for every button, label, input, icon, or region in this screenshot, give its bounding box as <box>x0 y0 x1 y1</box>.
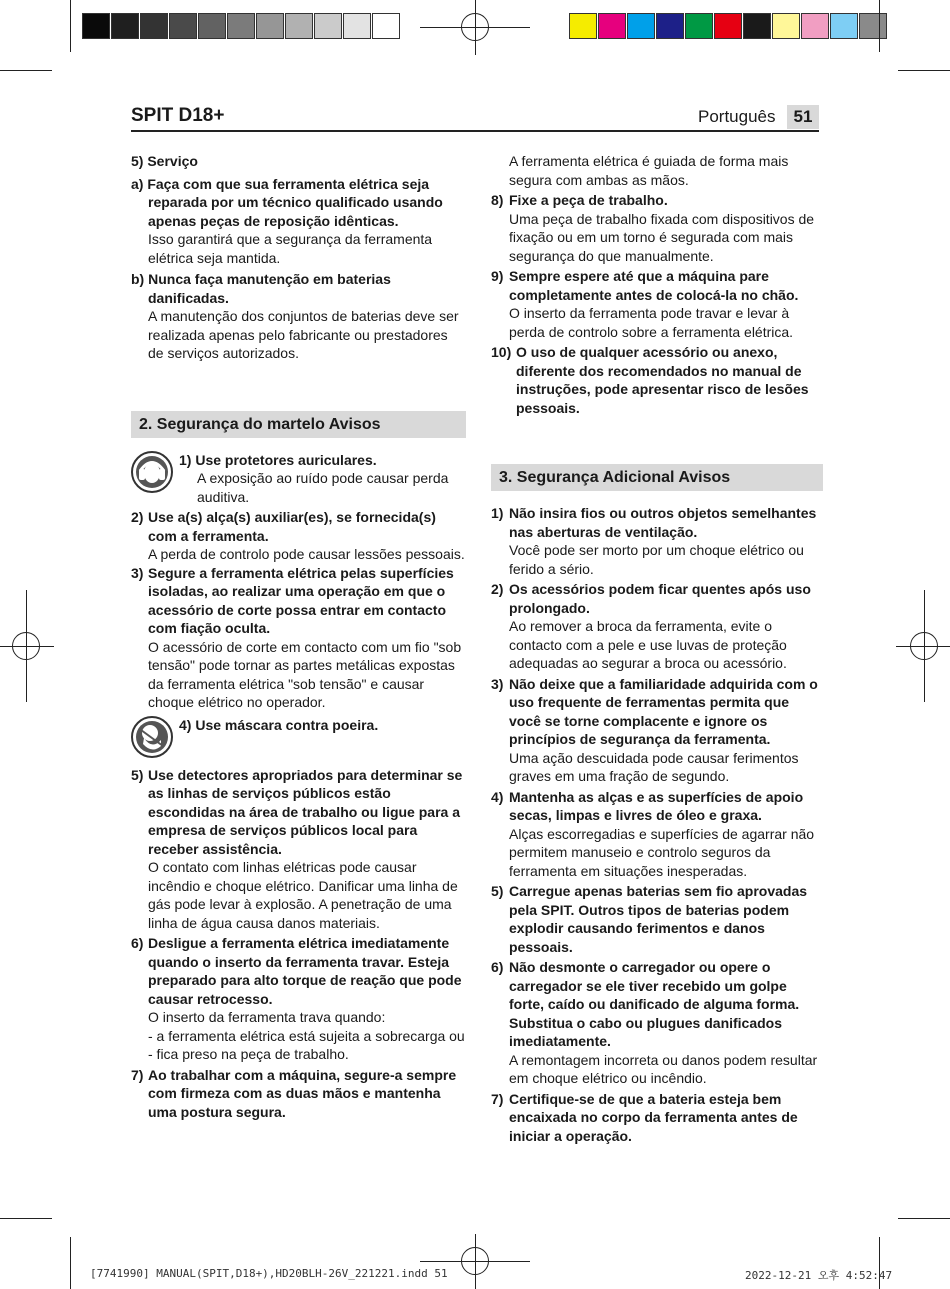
color-swatch <box>859 13 887 39</box>
color-swatch <box>198 13 226 39</box>
list-item: 4) Mantenha as alças e as superfícies de apoio secas, limpas e livres de óleo e graxa. Alças escorregadias e superfícies de agarrar não permitem manuseio e controlo seguros da ferramenta em situações inesperadas. <box>491 788 815 879</box>
crop-mark <box>879 0 880 52</box>
color-swatch <box>256 13 284 39</box>
color-swatch <box>169 13 197 39</box>
color-swatch <box>685 13 713 39</box>
list-item: 3) Não deixe que a familiaridade adquirida com o uso frequente de ferramentas permita que você se torne complacente e ignore os princípios de segurança da ferramenta. Uma ação descuidada pode causar ferimentos graves em uma fração de segundo. <box>491 675 818 784</box>
list-item: 10) O uso de qualquer acessório ou anexo, diferente dos recomendados no manual de instruções, pode apresentar risco de lesões pessoais. <box>491 344 809 416</box>
list-item: 6) Desligue a ferramenta elétrica imediatamente quando o inserto da ferramenta travar. Esteja preparado para alto torque de reação que pode causar retrocesso. O inserto da ferramenta trava quando: - a ferramenta elétrica está sujeita a sobrecarga ou - fica preso na peça de trabalho. <box>131 935 465 1062</box>
color-swatch-strip <box>569 13 888 41</box>
color-swatch <box>314 13 342 39</box>
service-item-b-text: A manutenção dos conjuntos de baterias deve ser realizada apenas pelo fabricante ou prestadores de serviços autorizados. <box>148 308 459 361</box>
language-label: Português <box>698 107 776 126</box>
list-item: 5) Use detectores apropriados para determinar se as linhas de serviços públicos estão escondidas na área de trabalho ou ligue para a empresa de serviços públicos local para receber assistência. O contato com linhas elétricas pode causar incêndio e choque elétrico. Danificar uma linha de gás pode levar à explosão. A penetração de uma linha de água causa danos materiais. <box>131 766 463 931</box>
color-swatch <box>111 13 139 39</box>
list-item: 9) Sempre espere até que a máquina pare completamente antes de colocá-la no chão. O inserto da ferramenta pode travar e levar à perda de controlo sobre a ferramenta elétrica. <box>491 268 799 340</box>
ear-protection-icon <box>131 451 173 493</box>
dust-mask-icon <box>131 716 173 758</box>
color-swatch <box>714 13 742 39</box>
service-item-a-text: Isso garantirá que a segurança da ferramenta elétrica seja mantida. <box>148 231 433 266</box>
service-item-b: b) Nunca faça manutenção em baterias danificadas. <box>131 271 391 306</box>
list-item: 1) Não insira fios ou outros objetos semelhantes nas aberturas de ventilação. Você pode ser morto por um choque elétrico ou ferido a sério. <box>491 505 817 577</box>
color-swatch <box>656 13 684 39</box>
list-item: 2) Use a(s) alça(s) auxiliar(es), se fornecida(s) com a ferramenta. A perda de controlo pode causar lessões pessoais. <box>131 509 465 562</box>
color-swatch <box>82 13 110 39</box>
color-swatch <box>627 13 655 39</box>
footer-timestamp: 2022-12-21 오후 4:52:47 <box>745 1269 893 1282</box>
continued-text: A ferramenta elétrica é guiada de forma mais segura com ambas as mãos. <box>509 153 789 188</box>
brand-title: SPIT D18+ <box>131 105 225 126</box>
right-column <box>491 152 823 1145</box>
list-item: 6) Não desmonte o carregador ou opere o carregador se ele tiver recebido um golpe forte, caído ou danificado de alguma forma. Substitua o cabo ou plugues danificados imediatamente. A remontagem incorreta ou danos podem resultar em choque elétrico ou incêndio. <box>491 959 818 1086</box>
crop-mark <box>0 1218 52 1219</box>
service-item-a: a) Faça com que sua ferramenta elétrica seja reparada por um técnico qualificado usando apenas peças de reposição idênticas. <box>131 175 443 229</box>
color-swatch <box>569 13 597 39</box>
color-swatch <box>227 13 255 39</box>
header-rule <box>131 130 819 132</box>
list-item: 8) Fixe a peça de trabalho. Uma peça de trabalho fixada com dispositivos de fixação ou em um torno é segurada com mais segurança do que manualmente. <box>491 192 815 264</box>
gray-swatch-strip <box>82 13 401 41</box>
list-item: 7) Certifique-se de que a bateria esteja bem encaixada no corpo da ferramenta antes de iniciar a operação. <box>491 1090 798 1144</box>
crop-mark <box>70 0 71 52</box>
color-swatch <box>830 13 858 39</box>
section-2-heading: 2. Segurança do martelo Avisos <box>131 411 466 438</box>
service-heading: 5) Serviço <box>131 153 198 169</box>
left-column <box>131 152 466 1121</box>
crop-mark <box>898 70 950 71</box>
page-number: 51 <box>787 105 819 129</box>
list-item: 4) Use máscara contra poeira. <box>131 716 466 764</box>
color-swatch <box>598 13 626 39</box>
section-3-heading: 3. Segurança Adicional Avisos <box>491 464 823 491</box>
footer-file-info: [7741990] MANUAL(SPIT,D18+),HD20BLH-26V_221221.indd 51 <box>90 1267 448 1280</box>
color-swatch <box>801 13 829 39</box>
color-swatch <box>285 13 313 39</box>
color-swatch <box>772 13 800 39</box>
crop-mark <box>0 70 52 71</box>
crop-mark <box>70 1237 71 1289</box>
color-swatch <box>140 13 168 39</box>
list-item: 7) Ao trabalhar com a máquina, segure-a sempre com firmeza com as duas mãos e mantenha uma postura segura. <box>131 1066 457 1120</box>
list-item: 3) Segure a ferramenta elétrica pelas superfícies isoladas, ao realizar uma operação em que o acessório de corte possa entrar em contacto com fiação oculta. O acessório de corte em contacto com um fio "sob tensão" pode tornar as partes metálicas expostas da ferramenta elétrica "sob tensão" e causar choque elétrico no operador. <box>131 564 462 710</box>
list-item: 5) Carregue apenas baterias sem fio aprovadas pela SPIT. Outros tipos de baterias podem explodir causando ferimentos e danos pessoais. <box>491 883 808 955</box>
crop-mark <box>898 1218 950 1219</box>
color-swatch <box>343 13 371 39</box>
color-swatch <box>372 13 400 39</box>
list-item: 2) Os acessórios podem ficar quentes após uso prolongado. Ao remover a broca da ferramenta, evite o contacto com a pele e use luvas de proteção adequadas ao segurar a broca ou acessório. <box>491 581 811 671</box>
color-swatch <box>743 13 771 39</box>
list-item: 1) Use protetores auriculares. A exposição ao ruído pode causar perda auditiva. <box>131 451 466 507</box>
